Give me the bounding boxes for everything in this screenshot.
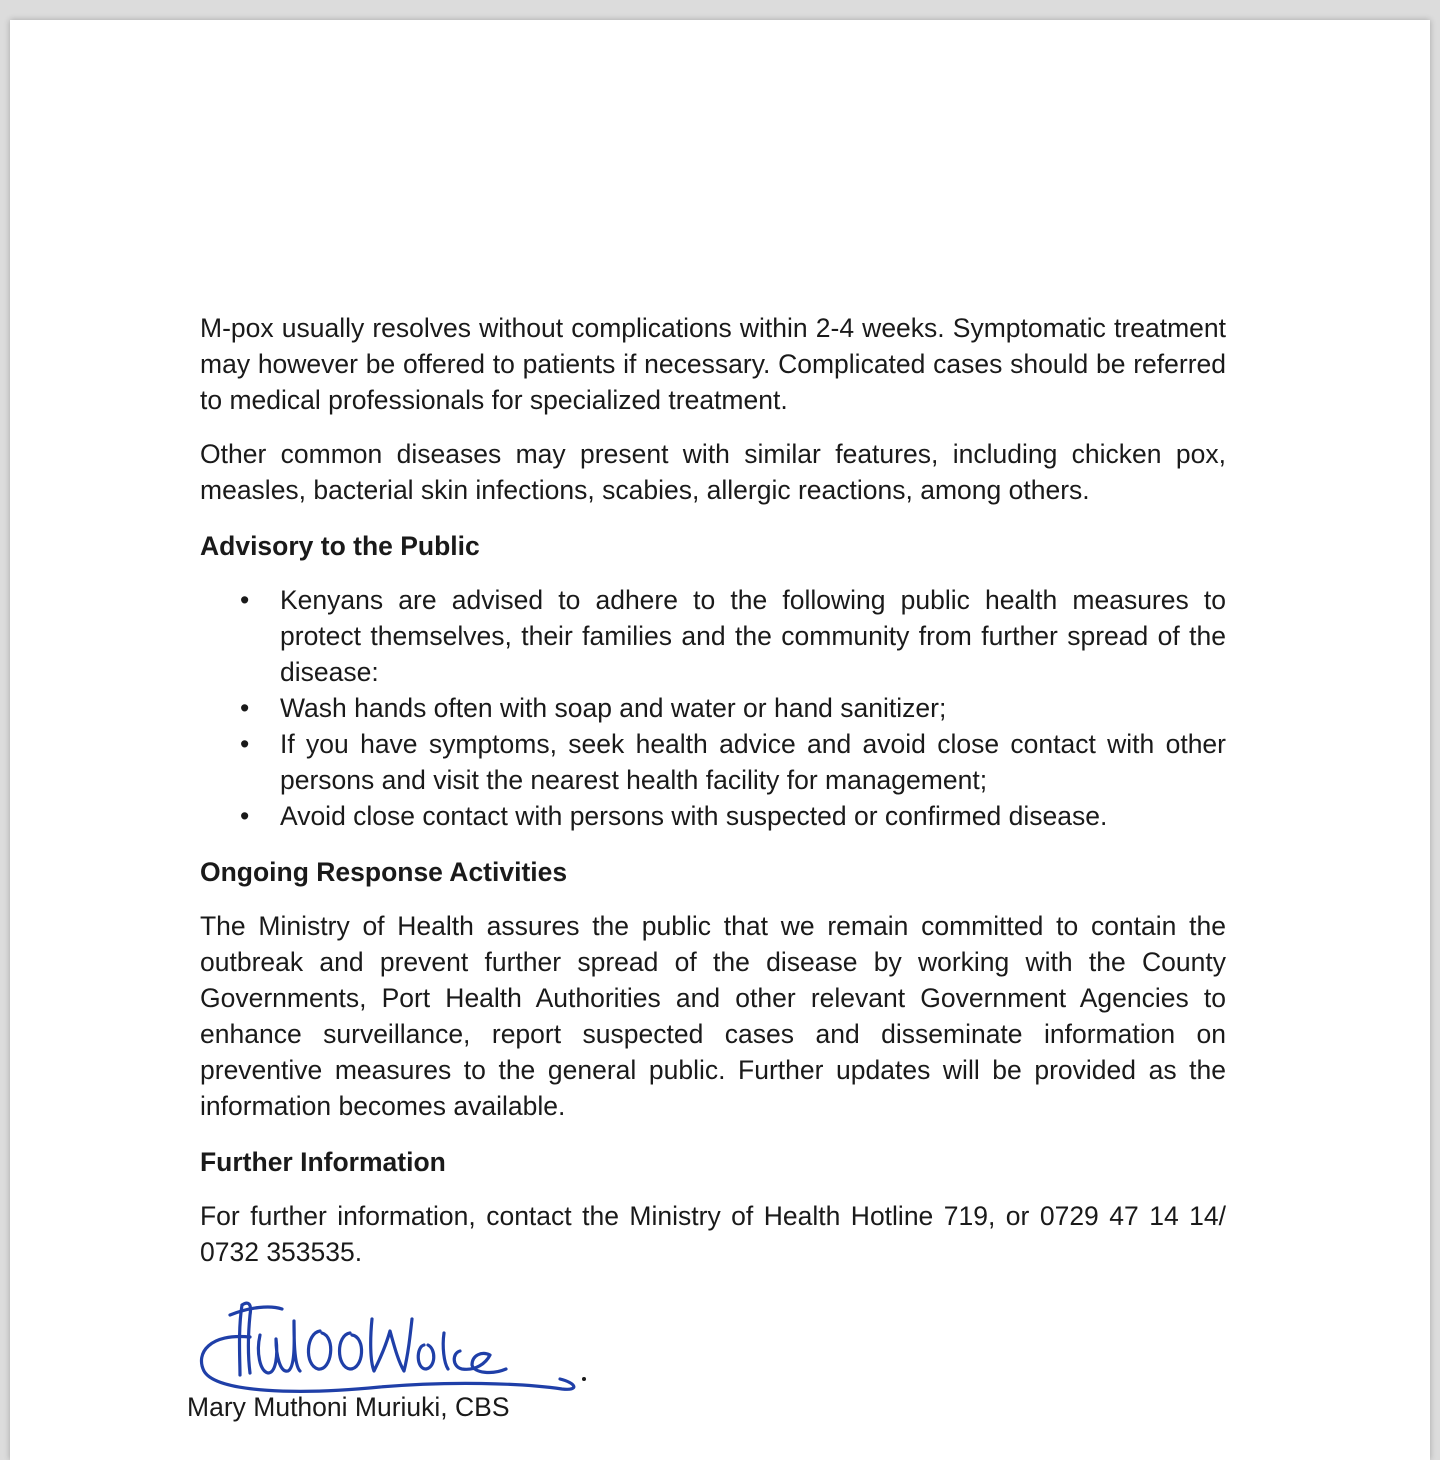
bullet-icon: •: [240, 585, 250, 615]
bullet-icon: •: [240, 801, 250, 831]
paragraph-similar-diseases: Other common diseases may present with similar features, including chicken pox, measles, bacterial skin infections, scabies, allergic reactions, among others.: [200, 439, 1226, 505]
signatory-name: Mary Muthoni Muriuki, CBS: [187, 1392, 510, 1422]
bullet-icon: •: [240, 693, 250, 723]
list-item: • Kenyans are advised to adhere to the following public health measures to protect themselves, their families and the community from further spread of the disease:: [200, 582, 1226, 690]
heading-further-information: Further Information: [200, 1147, 446, 1177]
list-item: • If you have symptoms, seek health advice and avoid close contact with other persons and visit the nearest health facility for management;: [200, 726, 1226, 798]
paragraph-response: The Ministry of Health assures the public that we remain committed to contain the outbreak and prevent further spread of the disease by working with the County Governments, Port Health Authorities and other relevant Government Agencies to enhance surveillance, report suspected cases and disseminate information on preventive measures to the general public. Further updates will be provided as the information becomes available.: [200, 911, 1226, 1121]
list-item: • Avoid close contact with persons with suspected or confirmed disease.: [200, 798, 1226, 834]
heading-advisory: Advisory to the Public: [200, 531, 480, 561]
list-item: • Wash hands often with soap and water or hand sanitizer;: [200, 690, 1226, 726]
heading-response: Ongoing Response Activities: [200, 857, 568, 887]
bullet-icon: •: [240, 729, 250, 759]
paragraph-contact: For further information, contact the Ministry of Health Hotline 719, or 0729 47 14 14/ 0732 353535.: [200, 1201, 1226, 1267]
signature-icon: [190, 1275, 610, 1395]
document-page: [10, 20, 1430, 1460]
paragraph-treatment: M-pox usually resolves without complications within 2-4 weeks. Symptomatic treatment may however be offered to patients if necessary. Complicated cases should be referred to medical professionals for specialized treatment.: [200, 313, 1226, 415]
document-body: [200, 310, 1226, 1288]
advisory-list: [200, 582, 1226, 834]
